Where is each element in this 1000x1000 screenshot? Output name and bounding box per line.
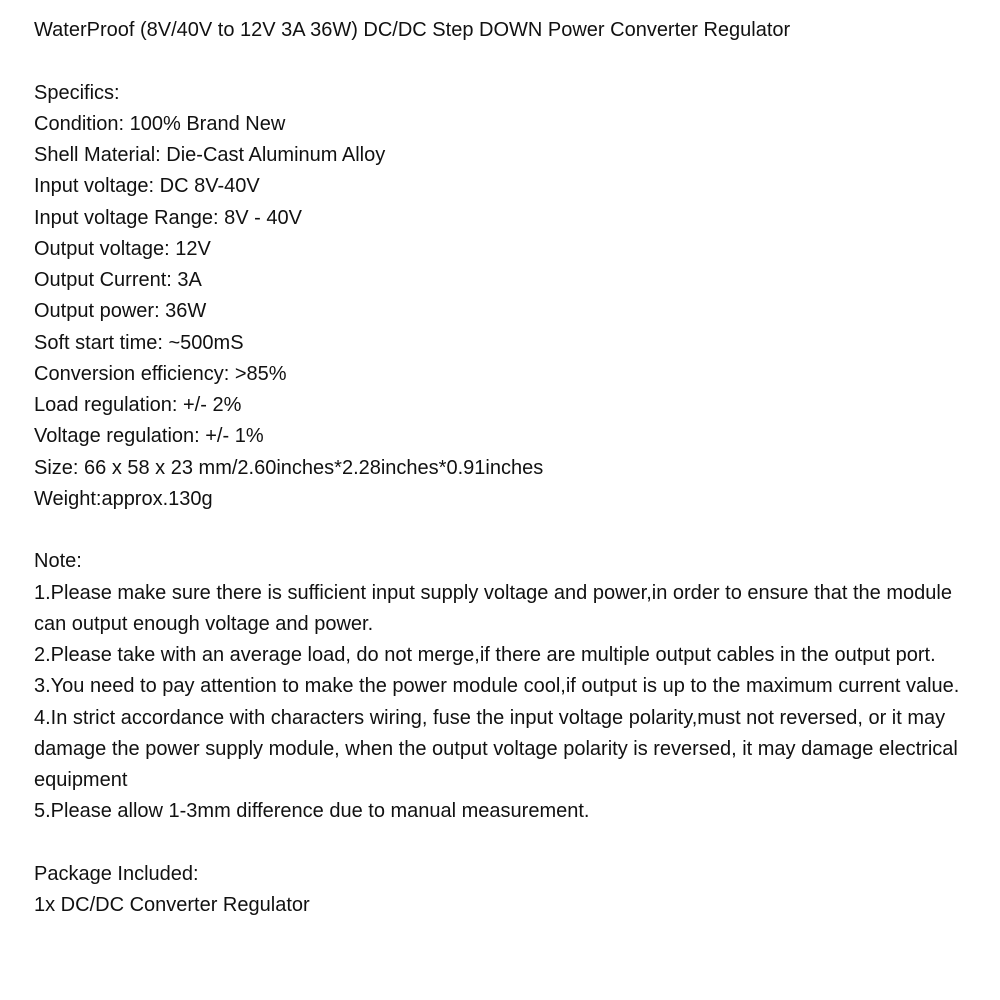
spec-soft-start-time: Soft start time: ~500mS	[34, 331, 244, 354]
note-item-4: 4.In strict accordance with characters wiring, fuse the input voltage polarity,must not reversed, or it may damage the power supply module, when the output voltage polarity is reversed, it may damage electrical equipment	[34, 706, 958, 791]
spec-shell-material: Shell Material: Die-Cast Aluminum Alloy	[34, 144, 386, 166]
note-item-5: 5.Please allow 1-3mm difference due to manual measurement.	[34, 800, 590, 823]
note-section	[34, 546, 984, 827]
note-heading: Note:	[34, 550, 82, 573]
spec-weight: Weight:approx.130g	[34, 487, 213, 510]
package-heading: Package Included:	[34, 862, 199, 885]
spec-input-voltage-range: Input voltage Range: 8V - 40V	[34, 206, 302, 229]
spacer	[34, 515, 984, 546]
spec-size: Size: 66 x 58 x 23 mm/2.60inches*2.28inches*0.91inches	[34, 456, 544, 479]
spacer	[34, 46, 984, 77]
product-description	[34, 15, 984, 921]
spec-input-voltage: Input voltage: DC 8V-40V	[34, 175, 260, 198]
spec-output-voltage: Output voltage: 12V	[34, 237, 211, 260]
note-item-1: 1.Please make sure there is sufficient input supply voltage and power,in order to ensure that the module can output enough voltage and power.	[34, 581, 952, 635]
spec-output-power: Output power: 36W	[34, 300, 207, 323]
spec-load-regulation: Load regulation: +/- 2%	[34, 394, 242, 416]
package-item: 1x DC/DC Converter Regulator	[34, 894, 310, 916]
note-item-2: 2.Please take with an average load, do not merge,if there are multiple output cables in the output port.	[34, 644, 936, 666]
spec-conversion-efficiency: Conversion efficiency: >85%	[34, 362, 287, 385]
package-section	[34, 859, 984, 922]
product-title: WaterProof (8V/40V to 12V 3A 36W) DC/DC Step DOWN Power Converter Regulator	[34, 19, 791, 41]
specifics-heading: Specifics:	[34, 81, 120, 104]
spacer	[34, 828, 984, 859]
spec-voltage-regulation: Voltage regulation: +/- 1%	[34, 425, 264, 448]
spec-output-current: Output Current: 3A	[34, 269, 202, 291]
note-item-3: 3.You need to pay attention to make the power module cool,if output is up to the maximum current value.	[34, 675, 960, 698]
specifics-section	[34, 78, 984, 516]
spec-condition: Condition: 100% Brand New	[34, 112, 286, 135]
